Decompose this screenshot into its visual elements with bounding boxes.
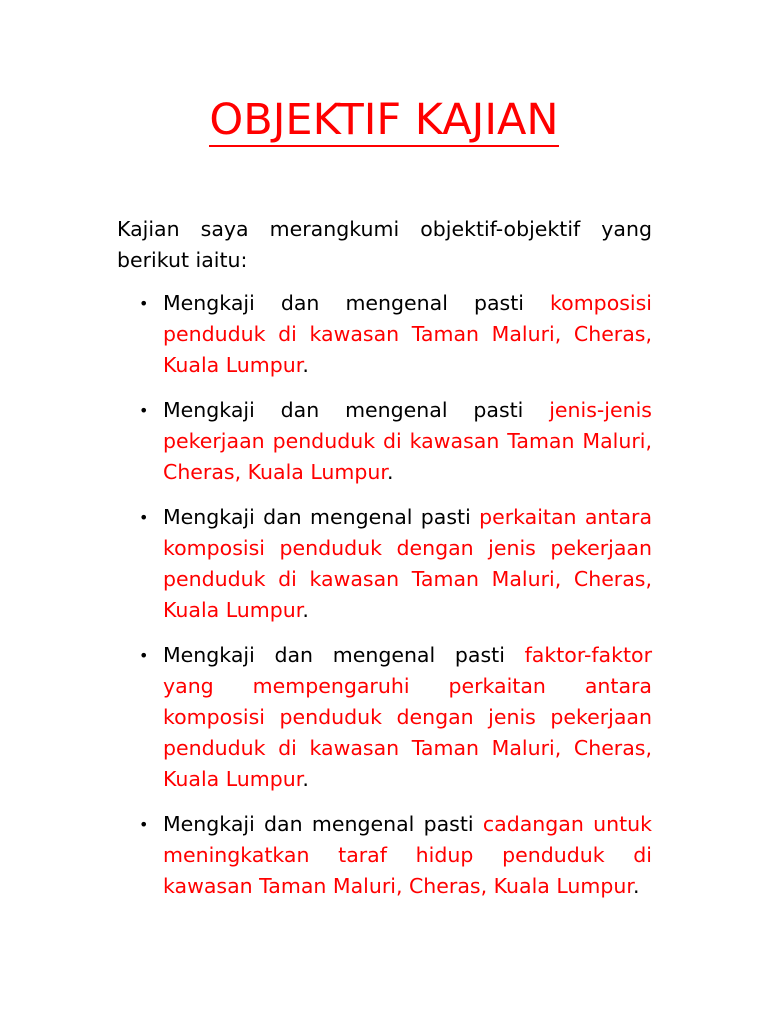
item-lead: Mengkaji dan mengenal pasti xyxy=(163,398,550,422)
item-highlight: cadangan untuk meningkatkan taraf hidup penduduk di kawasan Taman Maluri, Cheras, Kuala Lumpur xyxy=(163,812,653,898)
item-highlight: komposisi penduduk di kawasan Taman Maluri, Cheras, Kuala Lumpur xyxy=(163,291,652,377)
item-end: . xyxy=(386,460,394,484)
intro-paragraph: Kajian saya merangkumi objektif-objektif yang berikut iaitu: xyxy=(117,217,652,272)
bullet-icon: • xyxy=(139,401,149,420)
item-lead: Mengkaji dan mengenal pasti xyxy=(163,505,480,529)
bullet-icon: • xyxy=(139,294,149,313)
item-highlight: perkaitan antara komposisi penduduk dengan jenis pekerjaan penduduk di kawasan Taman Maluri, Cheras, Kuala Lumpur xyxy=(163,505,653,622)
objectives-list xyxy=(117,288,652,916)
bullet-icon: • xyxy=(139,815,149,834)
item-end: . xyxy=(302,353,309,377)
list-item xyxy=(117,288,652,381)
page-title xyxy=(0,92,768,148)
item-highlight: jenis-jenis pekerjaan penduduk di kawasan Taman Maluri, Cheras, Kuala Lumpur xyxy=(163,398,652,484)
item-lead: Mengkaji dan mengenal pasti xyxy=(163,643,525,667)
list-item xyxy=(117,395,652,488)
item-lead: Mengkaji dan mengenal pasti xyxy=(163,812,483,836)
item-end: . xyxy=(632,874,640,898)
item-end: . xyxy=(302,767,309,791)
item-highlight: faktor-faktor yang mempengaruhi perkaitan antara komposisi penduduk dengan jenis pekerjaan penduduk di kawasan Taman Maluri, Cheras, Kuala Lumpur xyxy=(163,643,652,791)
item-lead: Mengkaji dan mengenal pasti xyxy=(163,291,551,315)
bullet-icon: • xyxy=(139,508,149,527)
list-item xyxy=(117,809,652,902)
list-item xyxy=(117,502,652,626)
bullet-icon: • xyxy=(139,646,149,665)
item-end: . xyxy=(302,598,309,622)
page-title-text: OBJEKTIF KAJIAN xyxy=(209,95,559,145)
list-item xyxy=(117,640,652,795)
